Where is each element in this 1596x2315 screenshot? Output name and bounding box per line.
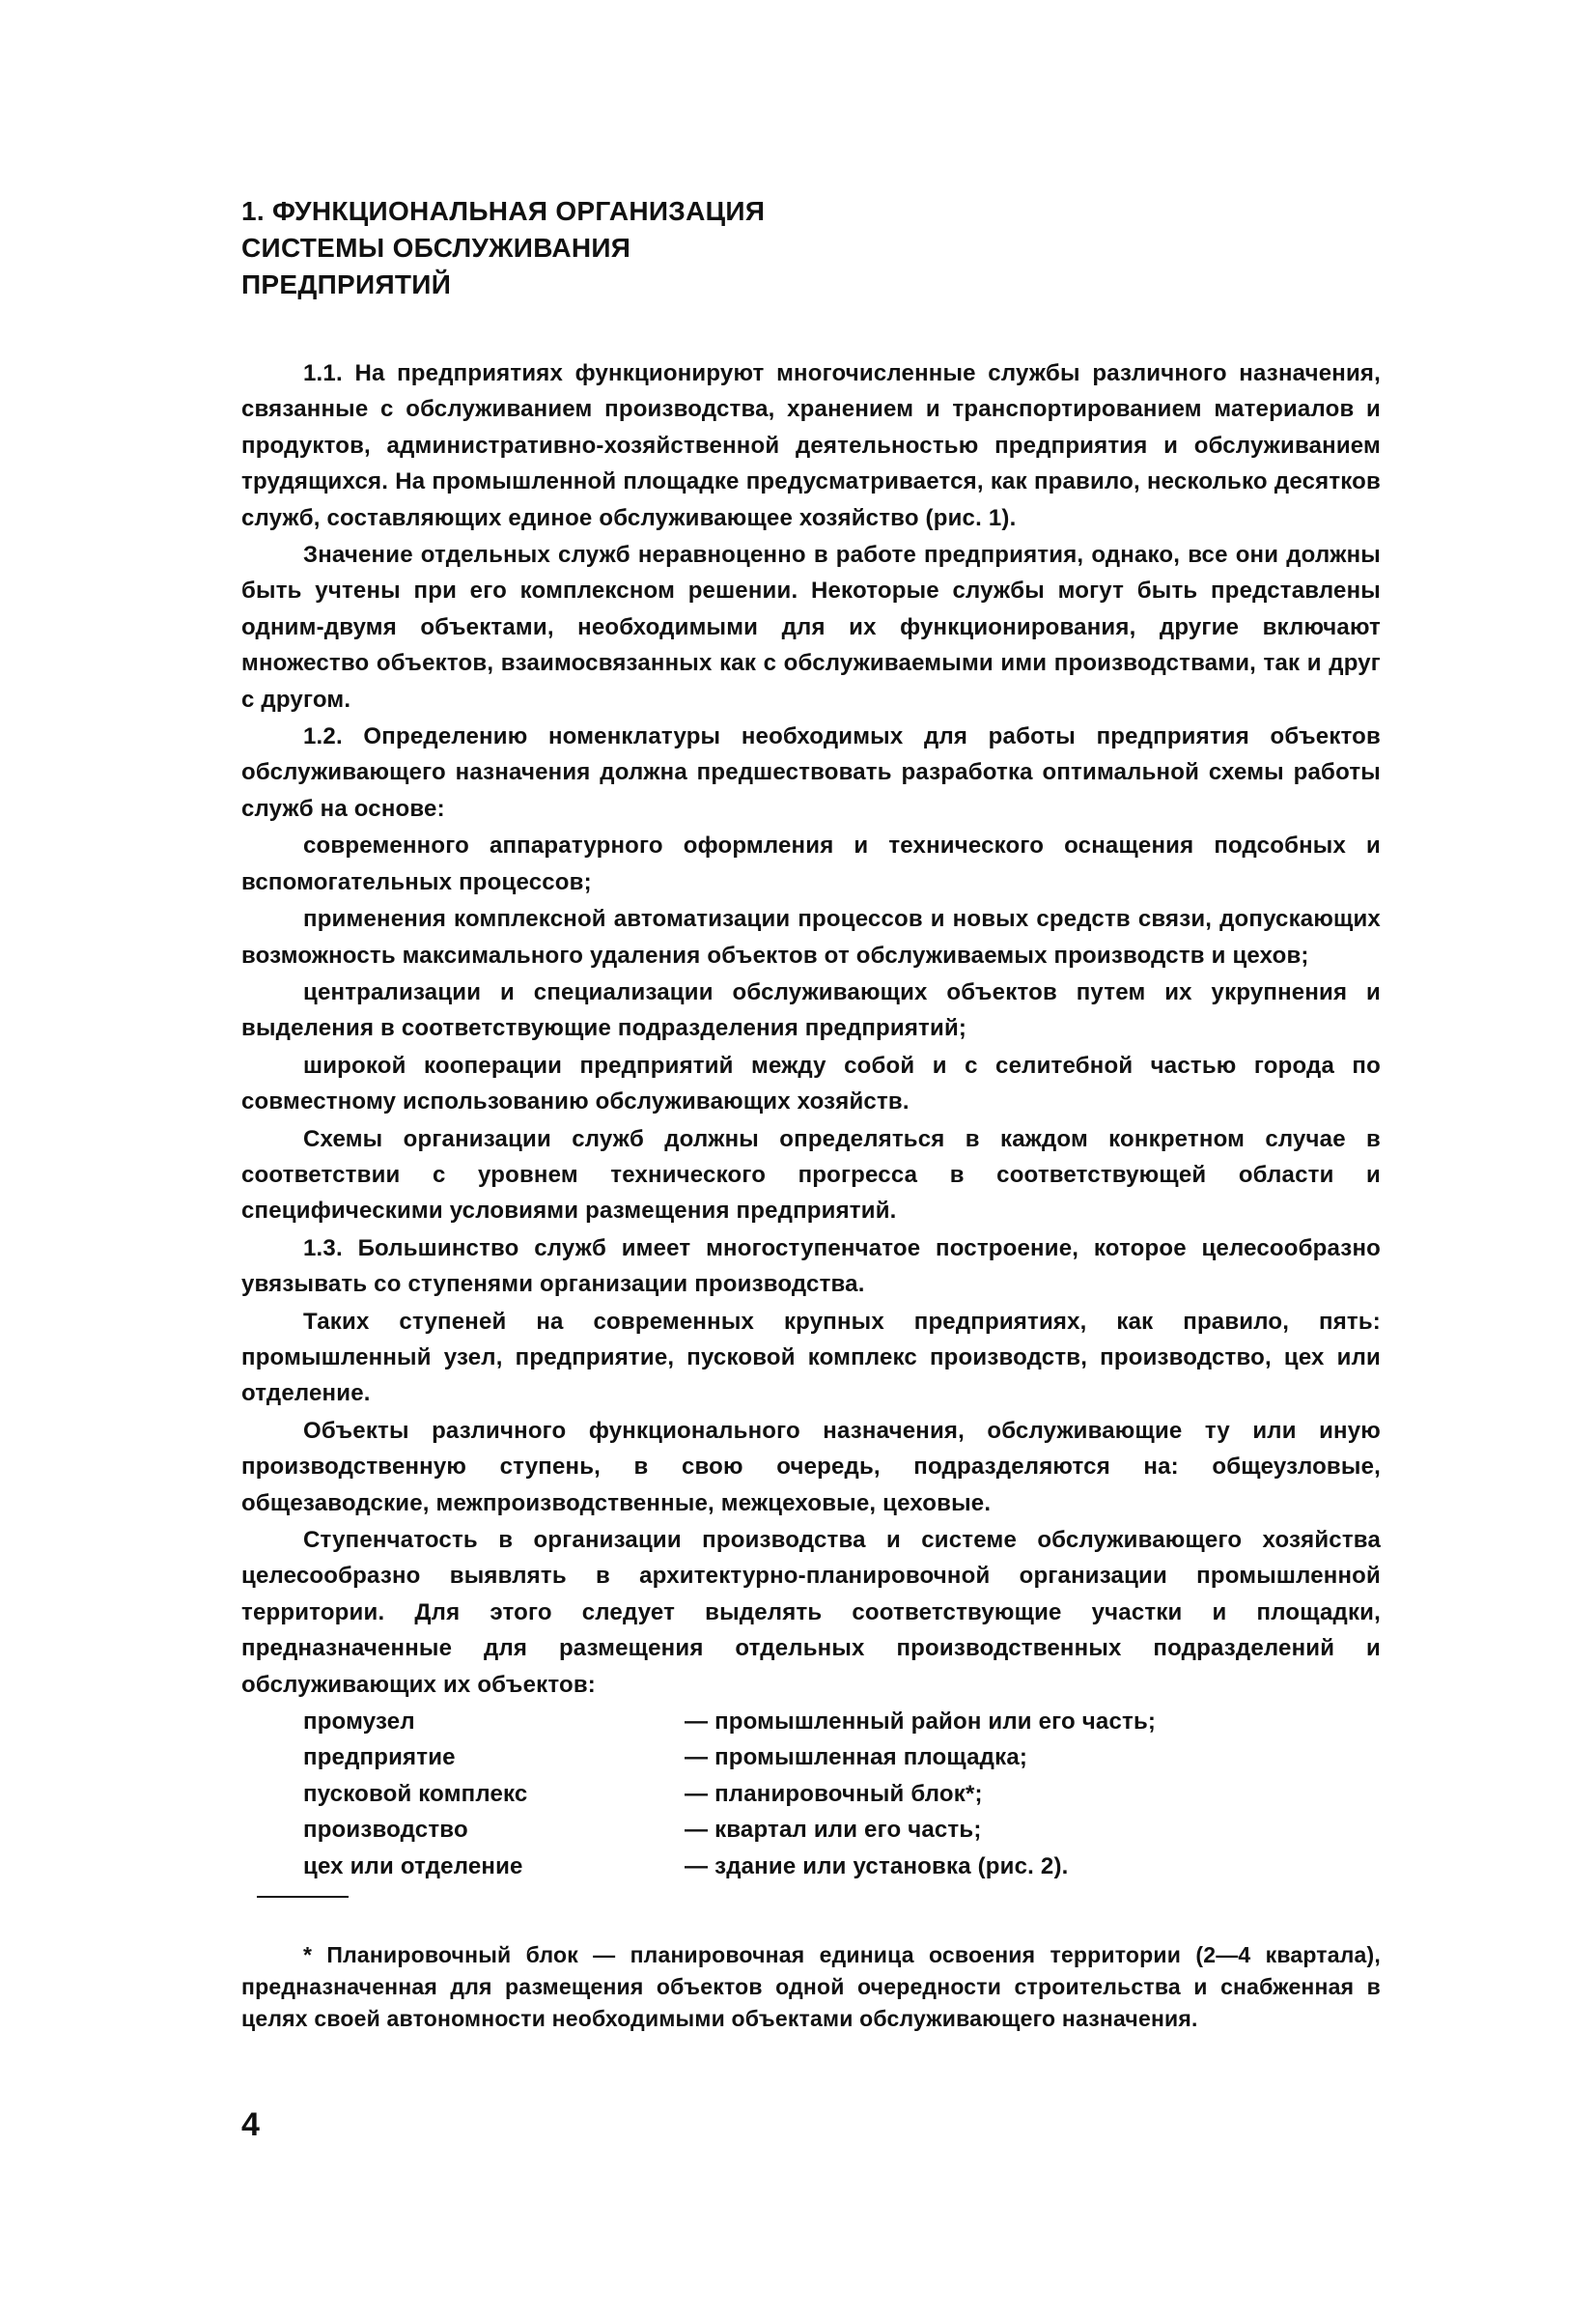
list-item: централизации и специализации обслуживающих объектов путем их укрупнения и выделения в соответствующие подразделения предприятий; bbox=[241, 978, 1381, 1042]
list-item: современного аппаратурного оформления и технического оснащения подсобных и вспомогательных процессов; bbox=[241, 833, 1381, 895]
paragraph-1-3-continued: Таких ступеней на современных крупных предприятиях, как правило, пять: промышленный узел, предприятие, пусковой комплекс производств, производство, цех или отделение. bbox=[241, 1308, 1381, 1407]
heading-line: СИСТЕМЫ ОБСЛУЖИВАНИЯ bbox=[241, 233, 631, 263]
clause-number: 1.1. bbox=[303, 360, 343, 386]
footnote-text: * Планировочный блок — планировочная единица освоения территории (2—4 квартала), предназначенная для размещения объектов одной очередности строительства и снабженная в целях своей автономности необходимыми объектами обслуживающего назначения. bbox=[241, 1942, 1381, 2031]
section-heading bbox=[241, 193, 765, 303]
mapping-term: пусковой комплекс bbox=[303, 1780, 528, 1807]
clause-number: 1.2. bbox=[303, 723, 343, 750]
clause-number: 1.3. bbox=[303, 1234, 343, 1261]
paragraph-1-3 bbox=[241, 1230, 1381, 1303]
page-number: 4 bbox=[241, 2106, 260, 2143]
mapping-definition: — промышленный район или его часть; bbox=[685, 1708, 1157, 1736]
heading-line: 1. ФУНКЦИОНАЛЬНАЯ ОРГАНИЗАЦИЯ bbox=[241, 196, 766, 226]
table-row bbox=[303, 1849, 1156, 1884]
heading-line: ПРЕДПРИЯТИЙ bbox=[241, 269, 452, 299]
paragraph-text: Большинство служб имеет многоступенчатое построение, которое целесообразно увязывать со ступенями организации производства. bbox=[241, 1234, 1381, 1298]
body-text bbox=[241, 355, 1381, 1907]
mapping-term: предприятие bbox=[303, 1744, 456, 1771]
paragraph-1-3-continued: Объекты различного функционального назначения, обслуживающие ту или иную производственную ступень, в свою очередь, подразделяются на: общеузловые, общезаводские, межпроизводственные, межцеховые, цеховые. bbox=[241, 1417, 1381, 1516]
mapping-definition: — здание или установка (рис. 2). bbox=[685, 1852, 1069, 1879]
table-row bbox=[303, 1776, 1156, 1812]
mapping-definition: — промышленная площадка; bbox=[685, 1744, 1028, 1771]
table-row bbox=[303, 1812, 1156, 1848]
footnote-divider bbox=[257, 1896, 349, 1898]
mapping-definition: — квартал или его часть; bbox=[685, 1817, 982, 1844]
mapping-term: цех или отделение bbox=[303, 1852, 523, 1879]
mapping-term: производство bbox=[303, 1817, 468, 1844]
mapping-term: промузел bbox=[303, 1708, 415, 1736]
mapping-definition: — планировочный блок*; bbox=[685, 1780, 983, 1807]
list-item: применения комплексной автоматизации процессов и новых средств связи, допускающих возможность максимального удаления объектов от обслуживаемых производств и цехов; bbox=[241, 906, 1381, 969]
list-item: широкой кооперации предприятий между собой и с селитебной частью города по совместному использованию обслуживающих хозяйств. bbox=[241, 1052, 1381, 1115]
paragraph-1-2 bbox=[241, 719, 1381, 827]
paragraph-text: На предприятиях функционируют многочисленные службы различного назначения, связанные с обслуживанием производства, хранением и транспортированием материалов и продуктов, административно-хозяйственной деятельностью предприятия и обслуживанием трудящихся. На промышленной площадке предусматривается, как правило, несколько десятков служб, составляющих единое обслуживающее хозяйство (рис. 1). bbox=[241, 360, 1381, 531]
paragraph-text: Определению номенклатуры необходимых для работы предприятия объектов обслуживающего назначения должна предшествовать разработка оптимальной схемы работы служб на основе: bbox=[241, 723, 1381, 822]
paragraph-1-1-continued: Значение отдельных служб неравноценно в работе предприятия, однако, все они должны быть учтены при его комплексном решении. Некоторые службы могут быть представлены одним-двумя объектами, необходимыми для их функционирования, другие включают множество объектов, взаимосвязанных как с обслуживаемыми ими производствами, так и друг с другом. bbox=[241, 542, 1381, 713]
level-mapping-table bbox=[303, 1704, 1156, 1884]
footnote bbox=[241, 1939, 1381, 2035]
table-row bbox=[303, 1704, 1156, 1739]
table-row bbox=[303, 1739, 1156, 1775]
paragraph-1-2-continued: Схемы организации служб должны определяться в каждом конкретном случае в соответствии с уровнем технического прогресса в соответствующей области и специфическими условиями размещения предприятий. bbox=[241, 1125, 1381, 1225]
paragraph-1-3-continued: Ступенчатость в организации производства и системе обслуживающего хозяйства целесообразно выявлять в архитектурно-планировочной организации промышленной территории. Для этого следует выделять соответствующие участки и площадки, предназначенные для размещения отдельных производственных подразделений и обслуживающих их объектов: bbox=[241, 1527, 1381, 1698]
paragraph-1-1 bbox=[241, 355, 1381, 536]
